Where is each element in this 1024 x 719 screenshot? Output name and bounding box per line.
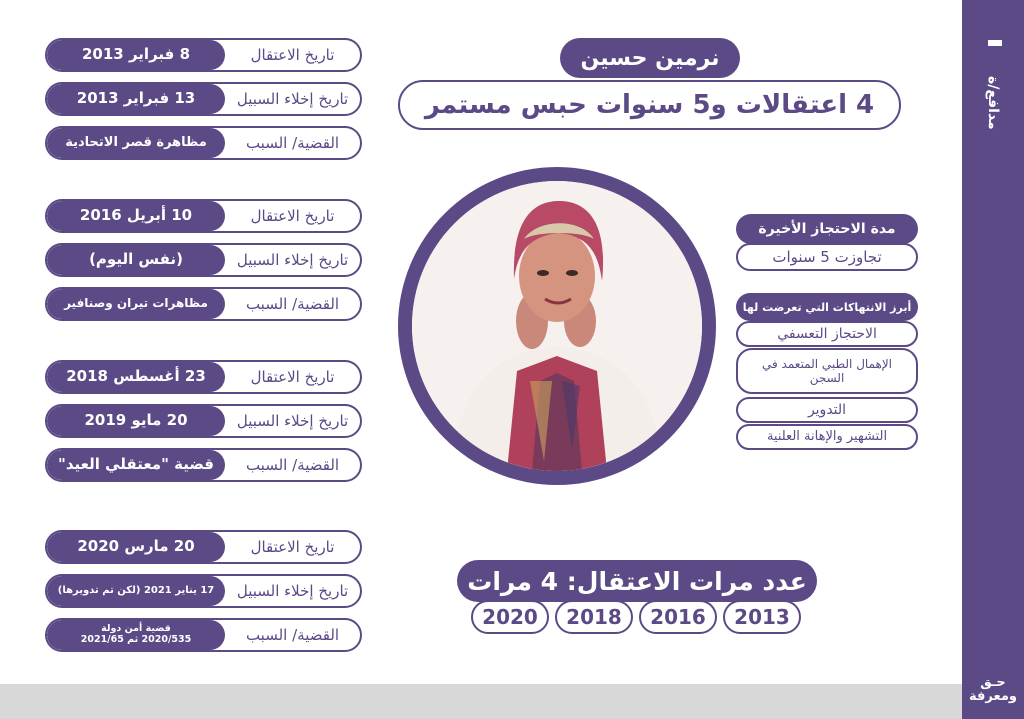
- row-value: 17 يناير 2021 (لكن تم تدويرها): [47, 576, 225, 606]
- row-label: تاريخ إخلاء السبيل: [236, 582, 349, 600]
- row-label: تاريخ إخلاء السبيل: [236, 90, 349, 108]
- row-value: 13 فبراير 2013: [47, 84, 225, 114]
- row-value: مظاهرة قصر الاتحادية: [47, 128, 225, 158]
- row-label: تاريخ الاعتقال: [250, 368, 335, 386]
- row-value: 8 فبراير 2013: [47, 40, 225, 70]
- row-label: تاريخ الاعتقال: [250, 46, 335, 64]
- row-value: مظاهرات تيران وصنافير: [47, 289, 225, 319]
- footer-bar: [0, 684, 962, 719]
- arrest-row: [45, 574, 362, 608]
- headline: 4 اعتقالات و5 سنوات حبس مستمر: [398, 80, 901, 130]
- row-label: القضية/ السبب: [245, 134, 340, 152]
- row-label: تاريخ الاعتقال: [250, 207, 335, 225]
- row-label: القضية/ السبب: [245, 456, 340, 474]
- arrest-row: [45, 82, 362, 116]
- year-badge: 2016: [639, 600, 717, 634]
- sidebar-accent-bar: [988, 40, 1002, 46]
- violation-item: التشهير والإهانة العلنية: [736, 424, 918, 450]
- arrest-row: [45, 243, 362, 277]
- row-label: تاريخ إخلاء السبيل: [236, 251, 349, 269]
- row-label: القضية/ السبب: [245, 295, 340, 313]
- sidebar-category-label: مدافع/ة: [985, 76, 1001, 130]
- logo-line-2: ومعرفة: [969, 688, 1017, 704]
- detention-value: تجاوزت 5 سنوات: [736, 243, 918, 271]
- sidebar: [962, 0, 1024, 719]
- violations-title: أبرز الانتهاكات التي تعرضت لها: [736, 293, 918, 321]
- arrest-row: [45, 287, 362, 321]
- violation-item: الاحتجاز التعسفي: [736, 321, 918, 347]
- row-value: 23 أغسطس 2018: [47, 362, 225, 392]
- row-label: تاريخ الاعتقال: [250, 538, 335, 556]
- arrest-row: [45, 126, 362, 160]
- arrest-row: [45, 360, 362, 394]
- arrest-row: [45, 38, 362, 72]
- arrest-row: [45, 199, 362, 233]
- year-badge: 2018: [555, 600, 633, 634]
- row-value: 20 مايو 2019: [47, 406, 225, 436]
- logo-line-1: حـق: [980, 675, 1006, 690]
- row-label: القضية/ السبب: [245, 626, 340, 644]
- portrait-frame: [398, 167, 716, 485]
- person-name: نرمين حسين: [560, 38, 740, 78]
- sidebar-category: [976, 58, 1010, 148]
- brand-logo: [966, 676, 1020, 703]
- arrest-row: [45, 618, 362, 652]
- arrest-row: [45, 530, 362, 564]
- violation-item: التدوير: [736, 397, 918, 423]
- portrait-photo: [412, 181, 702, 471]
- row-value: قضية "معتقلي العيد": [47, 450, 225, 480]
- row-label: تاريخ إخلاء السبيل: [236, 412, 349, 430]
- detention-title: مدة الاحتجاز الأخيرة: [736, 214, 918, 244]
- year-badge: 2020: [471, 600, 549, 634]
- year-badge: 2013: [723, 600, 801, 634]
- portrait-illustration: [412, 181, 702, 471]
- row-value: (نفس اليوم): [47, 245, 225, 275]
- violation-item: الإهمال الطبي المتعمد في السجن: [736, 348, 918, 394]
- arrest-row: [45, 448, 362, 482]
- row-value: 10 أبريل 2016: [47, 201, 225, 231]
- row-value: قضية أمن دولة 2020/535 ثم 2021/65: [47, 620, 225, 650]
- arrest-count-title: عدد مرات الاعتقال: 4 مرات: [457, 560, 817, 602]
- arrest-row: [45, 404, 362, 438]
- row-value: 20 مارس 2020: [47, 532, 225, 562]
